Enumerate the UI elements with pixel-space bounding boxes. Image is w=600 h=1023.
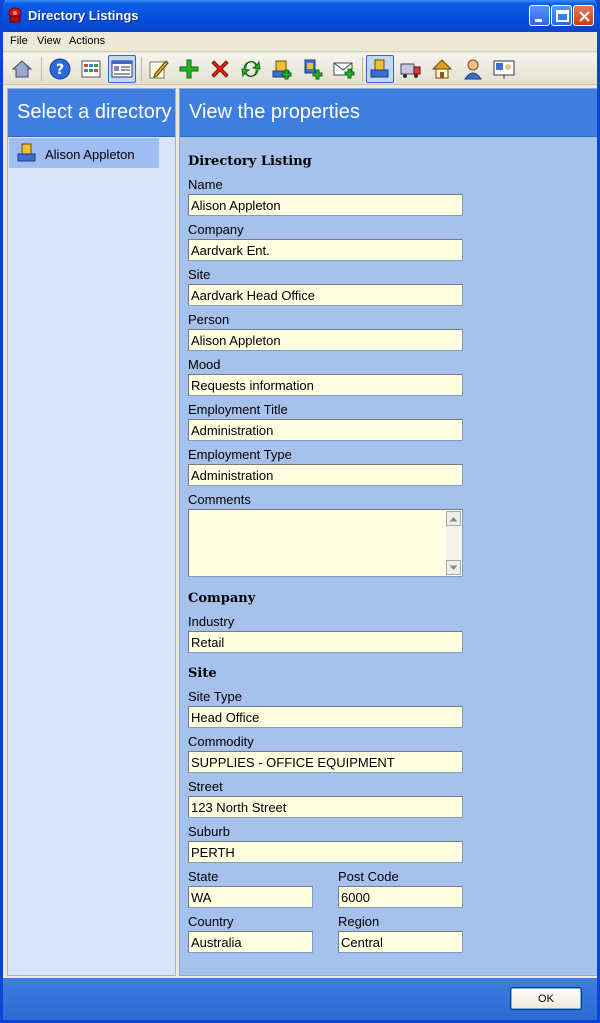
- industry-label: Industry: [188, 614, 235, 629]
- industry-field[interactable]: [188, 631, 463, 653]
- toolbar: [3, 53, 597, 85]
- footer-bar: [3, 978, 597, 1023]
- listing-icon: [15, 141, 39, 165]
- comments-textarea[interactable]: [188, 509, 463, 577]
- minimize-button[interactable]: [529, 5, 550, 26]
- delete-button[interactable]: [206, 55, 234, 83]
- help-icon: [48, 57, 72, 81]
- home-icon: [10, 57, 34, 81]
- presentation-button[interactable]: [490, 55, 518, 83]
- region-field[interactable]: [338, 931, 463, 953]
- toolbar-separator: [362, 57, 363, 81]
- title-bar[interactable]: [0, 0, 600, 32]
- presentation-icon: [492, 57, 516, 81]
- suburb-field[interactable]: [188, 841, 463, 863]
- maximize-button[interactable]: [551, 5, 572, 26]
- add-button[interactable]: [175, 55, 203, 83]
- add-site-button[interactable]: [268, 55, 296, 83]
- window-title: Directory Listings: [28, 8, 139, 23]
- mood-label: Mood: [188, 357, 221, 372]
- company-label: Company: [188, 222, 244, 237]
- directory-list-pane: [7, 88, 176, 976]
- suburb-label: Suburb: [188, 824, 230, 839]
- employment-title-field[interactable]: [188, 419, 463, 441]
- house-button[interactable]: [428, 55, 456, 83]
- site-type-label: Site Type: [188, 689, 242, 704]
- house-icon: [430, 57, 454, 81]
- truck-icon: [399, 57, 423, 81]
- commodity-label: Commodity: [188, 734, 254, 749]
- name-label: Name: [188, 177, 223, 192]
- scroll-up-button[interactable]: [446, 511, 461, 526]
- right-pane-header: View the properties: [180, 89, 597, 137]
- close-icon: [574, 6, 595, 27]
- menu-view[interactable]: View: [37, 35, 61, 47]
- list-item-label: Alison Appleton: [45, 147, 135, 162]
- scroll-down-button[interactable]: [446, 560, 461, 575]
- card-view-button[interactable]: [108, 55, 136, 83]
- menu-actions[interactable]: Actions: [69, 35, 106, 47]
- add-icon: [177, 57, 201, 81]
- left-pane-header: Select a directory: [8, 89, 175, 137]
- post-code-label: Post Code: [338, 869, 399, 884]
- employment-type-label: Employment Type: [188, 447, 292, 462]
- company-field[interactable]: [188, 239, 463, 261]
- state-field[interactable]: [188, 886, 313, 908]
- card-view-icon: [110, 57, 134, 81]
- truck-button[interactable]: [397, 55, 425, 83]
- refresh-button[interactable]: [237, 55, 265, 83]
- street-label: Street: [188, 779, 223, 794]
- street-field[interactable]: [188, 796, 463, 818]
- close-button[interactable]: [573, 5, 594, 26]
- region-label: Region: [338, 914, 380, 929]
- person-button[interactable]: [459, 55, 487, 83]
- arrow-down-icon: [449, 565, 458, 571]
- commodity-field[interactable]: [188, 751, 463, 773]
- minimize-icon: [530, 6, 551, 27]
- edit-button[interactable]: [144, 55, 172, 83]
- menu-file[interactable]: File: [10, 35, 28, 47]
- comments-label: Comments: [188, 492, 251, 507]
- app-icon: [7, 7, 23, 24]
- menu-bar: [3, 32, 597, 52]
- add-site-icon: [270, 57, 294, 81]
- edit-icon: [146, 57, 170, 81]
- name-field[interactable]: [188, 194, 463, 216]
- add-mail-icon: [332, 57, 356, 81]
- toolbar-separator: [141, 57, 142, 81]
- comments-scrollbar[interactable]: [446, 511, 461, 575]
- add-person-icon: [301, 57, 325, 81]
- site-type-field[interactable]: [188, 706, 463, 728]
- home-button[interactable]: [8, 55, 36, 83]
- help-button[interactable]: [46, 55, 74, 83]
- person-icon: [461, 57, 485, 81]
- employment-type-field[interactable]: [188, 464, 463, 486]
- country-field[interactable]: [188, 931, 313, 953]
- employment-title-label: Employment Title: [188, 402, 288, 417]
- add-person-button[interactable]: [299, 55, 327, 83]
- arrow-up-icon: [449, 516, 458, 522]
- section-directory-listing: Directory Listing: [188, 154, 312, 169]
- list-item[interactable]: [9, 138, 159, 168]
- person-field[interactable]: [188, 329, 463, 351]
- mood-field[interactable]: [188, 374, 463, 396]
- state-label: State: [188, 869, 219, 884]
- maximize-icon: [552, 6, 573, 27]
- toolbar-separator: [41, 57, 42, 81]
- properties-pane: [179, 88, 598, 976]
- country-label: Country: [188, 914, 234, 929]
- listing-button[interactable]: [366, 55, 394, 83]
- refresh-icon: [239, 57, 263, 81]
- grid-view-icon: [79, 57, 103, 81]
- delete-icon: [208, 57, 232, 81]
- listing-icon: [368, 57, 392, 81]
- person-label: Person: [188, 312, 230, 327]
- post-code-field[interactable]: [338, 886, 463, 908]
- add-mail-button[interactable]: [330, 55, 358, 83]
- section-site: Site: [188, 666, 217, 681]
- site-field[interactable]: [188, 284, 463, 306]
- grid-view-button[interactable]: [77, 55, 105, 83]
- section-company: Company: [188, 591, 256, 606]
- ok-button[interactable]: OK: [510, 987, 582, 1010]
- svg-text:?: ?: [55, 62, 65, 78]
- site-label: Site: [188, 267, 211, 282]
